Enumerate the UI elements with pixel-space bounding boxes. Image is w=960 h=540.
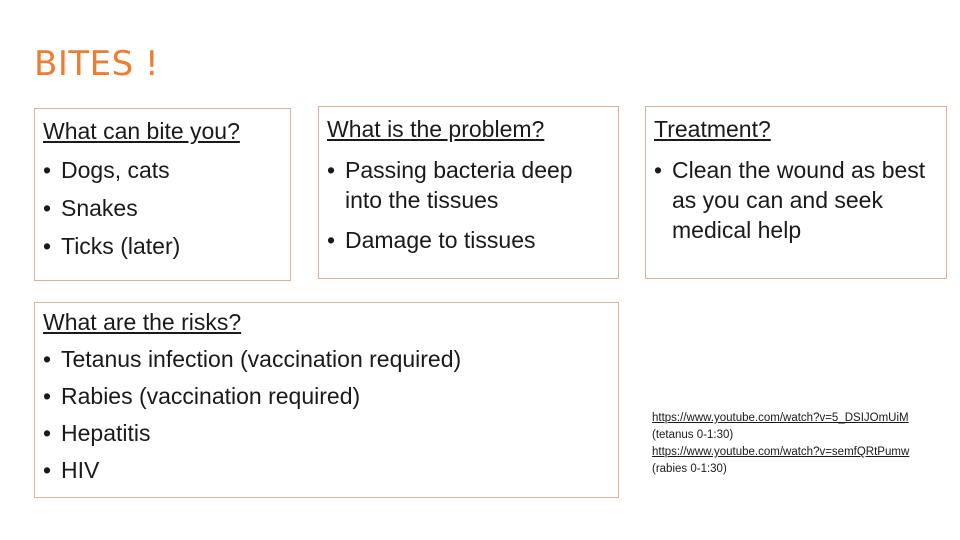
- bite-list: [43, 155, 282, 261]
- problem-heading: What is the problem?: [327, 116, 545, 142]
- what-can-bite-box: [34, 108, 291, 281]
- risks-heading: What are the risks?: [43, 309, 242, 335]
- video-note-rabies: (rabies 0-1:30): [652, 463, 727, 475]
- risk-item-tetanus: • Tetanus infection (vaccination required): [43, 342, 610, 376]
- risk-item-hepatitis: • Hepatitis: [43, 416, 610, 450]
- risk-item-rabies: • Rabies (vaccination required): [43, 379, 610, 413]
- risks-list: [43, 342, 610, 487]
- risk-item-hiv: • HIV: [43, 453, 610, 487]
- video-links: [652, 410, 937, 478]
- problem-item-damage: • Damage to tissues: [327, 225, 610, 255]
- treatment-heading: Treatment?: [654, 116, 771, 142]
- problem-list: [327, 155, 610, 255]
- treatment-box: [645, 106, 947, 279]
- video-link-rabies-row: [652, 444, 937, 478]
- video-link-tetanus-row: [652, 410, 937, 444]
- treatment-list: [654, 155, 938, 245]
- problem-box: [318, 106, 619, 279]
- video-link-tetanus[interactable]: https://www.youtube.com/watch?v=5_DSIJOmUiM: [652, 412, 909, 424]
- bite-item-dogs-cats: • Dogs, cats: [43, 155, 282, 185]
- risks-box: [34, 302, 619, 498]
- treatment-item-clean: • Clean the wound as best as you can and seek medical help: [654, 155, 938, 245]
- video-link-rabies[interactable]: https://www.youtube.com/watch?v=semfQRtPumw: [652, 446, 910, 458]
- bite-item-snakes: • Snakes: [43, 193, 282, 223]
- video-note-tetanus: (tetanus 0-1:30): [652, 429, 734, 441]
- slide-title: BITES !: [34, 44, 160, 84]
- bite-item-ticks: • Ticks (later): [43, 231, 282, 261]
- problem-item-bacteria: • Passing bacteria deep into the tissues: [327, 155, 610, 215]
- what-can-bite-heading: What can bite you?: [43, 118, 240, 144]
